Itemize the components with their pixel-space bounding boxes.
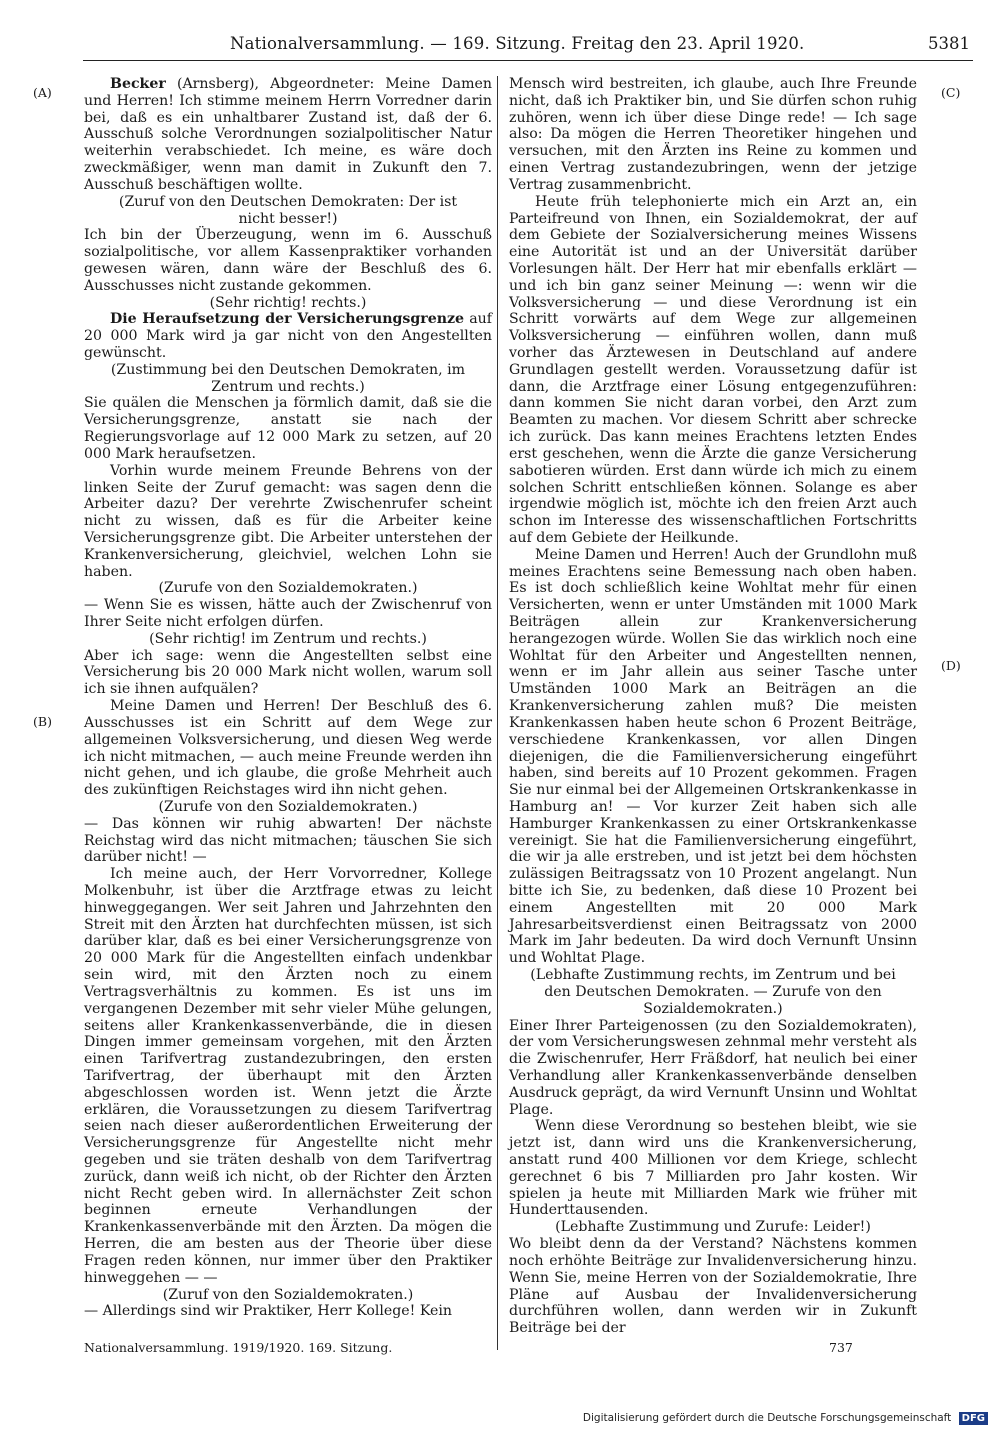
interjection (509, 967, 917, 1017)
paragraph-text: (Zustimmung bei den Deutschen Demokraten, im Zentrum und rechts.) (110, 361, 466, 395)
interjection (84, 362, 492, 396)
paragraph-text: Wo bleibt denn da der Verstand? Nächstens kommen noch erhöhte Beiträge zur Invalidenversicherung hinzu. Wenn Sie, meine Herren von der Sozialdemokratie, Ihre Pläne auf Ausbau der Invalidenversicherung durchführen wollen, dann werden wir in Zukunft Beiträge bei der (509, 1236, 917, 1337)
paragraph-text: — Das können wir ruhig abwarten! Der nächste Reichstag wird das nicht mitmachen; täuschen Sie sich darüber nicht! — (84, 815, 492, 866)
paragraph (84, 816, 492, 866)
interjection (84, 1287, 492, 1304)
dfg-logo: DFG (959, 1412, 988, 1425)
interjection (84, 580, 492, 597)
paragraph-text: Ich bin der Überzeugung, wenn im 6. Ausschuß sozialpolitische, vor allem Kassenpraktiker vorhanden gewesen wären, dann wäre der Beschluß des 6. Ausschusses nicht zustande gekommen. (84, 227, 492, 294)
paragraph (509, 1118, 917, 1219)
interjection (84, 631, 492, 648)
footer-page-number: 737 (829, 1340, 853, 1355)
paragraph-text: Wenn diese Verordnung so bestehen bleibt, wie sie jetzt ist, dann wird uns die Krankenversicherung, anstatt rund 400 Millionen vor dem Kriege, schlecht gerechnet 6 bis 7 Milliarden pro Jahr kosten. Wir spielen ja heute mit Milliarden Mark wie früher mit Hunderttausenden. (509, 1118, 917, 1219)
paragraph (84, 463, 492, 581)
page-number: 5381 (928, 34, 970, 53)
paragraph-text: (Zurufe von den Sozialdemokraten.) (158, 580, 418, 597)
paragraph (509, 1236, 917, 1337)
paragraph-text: (Arnsberg), Abgeordneter: Meine Damen und Herren! Ich stimme meinem Herrn Vorredner darin bei, daß es ein unhaltbarer Zustand ist, daß der 6. Ausschuß solche Verordnungen sozialpolitischer Natur weiterhin verabschiedet. Ich meine, es wäre doch zweckmäßiger, wenn man damit in Zukunft den 7. Ausschuß beschäftigen wollte. (84, 76, 492, 193)
paragraph (84, 648, 492, 698)
paragraph (84, 597, 492, 631)
running-title: Nationalversammlung. — 169. Sitzung. Freitag den 23. April 1920. (230, 34, 805, 53)
header-rule (83, 60, 973, 61)
paragraph-text: Ich meine auch, der Herr Vorvorredner, Kollege Molkenbuhr, ist über die Arztfrage etwas zu leicht hinweggegangen. Wer seit Jahren und Jahrzehnten den Streit mit den Ärzten hat durchfechten müssen, ist sich darüber klar, daß es bei einer Versicherungsgrenze von 20 000 Mark für die Angestellten einfach undenkbar sein wird, mit den Ärzten noch zu einem Vertragsverhältnis zu kommen. Es ist uns im vergangenen Dezember mit sehr vieler Mühe gelungen, seitens aller Krankenkassenverbände, die in diesen Dingen immer gemeinsam vorgehen, mit den Ärzten einen Tarifvertrag zustandezubringen, den ersten Tarifvertrag, der überhaupt mit den Ärzten abgeschlossen worden ist. Wenn jetzt die Ärzte erklären, die Voraussetzungen zu diesem Tarifvertrag seien nach dieser außerordentlichen Erweiterung der Versicherungsgrenze für Angestellte nicht mehr gegeben und sie träten deshalb von dem Tarifvertrag zurück, dann weiß ich nicht, ob der Richter den Ärzten nicht Recht geben wird. In allernächster Zeit schon beginnen erneute Verhandlungen der Krankenkassenverbände mit den Ärzten. Da mögen die Herren, die am besten aus der Theorie über diese Fragen reden können, nur immer über den Praktiker hinweggehen — — (84, 866, 492, 1286)
left-column (84, 76, 492, 1320)
paragraph-text: (Sehr richtig! rechts.) (209, 294, 367, 311)
speaker-name: Becker (110, 76, 166, 92)
paragraph-text: — Wenn Sie es wissen, hätte auch der Zwischenruf von Ihrer Seite nicht erfolgen dürfen. (84, 597, 492, 630)
paragraph-text: Einer Ihrer Parteigenossen (zu den Sozialdemokraten), der vom Versicherungswesen zehnmal mehr versteht als die Zwischenrufer, Herr Fräßdorf, hat neulich bei einer Verhandlung aller Krankenkassenverbände denselben Ausdruck geprägt, da wird Vernunft Unsinn und Wohltat Plage. (509, 1017, 917, 1118)
paragraph (84, 1303, 492, 1320)
paragraph-text: Aber ich sage: wenn die Angestellten selbst eine Versicherung bis 20 000 Mark nicht wollen, warum soll ich sie ihnen aufquälen? (84, 647, 492, 698)
paragraph-text: — Allerdings sind wir Praktiker, Herr Kollege! Kein (84, 1303, 453, 1320)
margin-marker-a: (A) (33, 85, 52, 100)
margin-marker-b: (B) (33, 714, 52, 729)
paragraph-text: (Sehr richtig! im Zentrum und rechts.) (149, 630, 427, 647)
margin-marker-d: (D) (941, 658, 961, 673)
paragraph-text: (Zuruf von den Sozialdemokraten.) (162, 1286, 414, 1303)
paragraph (84, 866, 492, 1286)
paragraph (84, 76, 492, 194)
interjection (84, 799, 492, 816)
paragraph (509, 194, 917, 547)
paragraph-text: Vorhin wurde meinem Freunde Behrens von der linken Seite der Zuruf gemacht: was sagen denn die Arbeiter dazu? Der verehrte Zwischenrufer scheint nicht zu wissen, daß es für die Arbeiter keine Versicherungsgrenze gibt. Die Arbeiter unterstehen der Krankenversicherung, gleichviel, welchen Lohn sie haben. (84, 462, 492, 580)
paragraph-text: Sie quälen die Menschen ja förmlich damit, daß sie die Versicherungsgrenze, anstatt sie nach der Regierungsvorlage auf 12 000 Mark zu setzen, auf 20 000 Mark heraufsetzen. (84, 395, 492, 462)
paragraph (84, 698, 492, 799)
paragraph (509, 1018, 917, 1119)
paragraph-text: auf 20 000 Mark wird ja gar nicht von den Angestellten gewünscht. (84, 311, 492, 361)
paragraph-text: Meine Damen und Herren! Der Beschluß des 6. Ausschusses ist ein Schritt auf dem Wege zur allgemeinen Volksversicherung, und diesen Weg werde ich nicht mitmachen, — auch meine Freunde werden ihn nicht gehen, und ich glaube, die große Mehrheit auch des zukünftigen Reichstages wird ihn nicht gehen. (84, 698, 492, 799)
paragraph-text: (Lebhafte Zustimmung rechts, im Zentrum und bei den Deutschen Demokraten. — Zurufe von den Sozialdemokraten.) (530, 967, 896, 1017)
footer-left: Nationalversammlung. 1919/1920. 169. Sitzung. (84, 1340, 393, 1355)
digitization-credit (583, 1412, 988, 1425)
paragraph-text: Mensch wird bestreiten, ich glaube, auch Ihre Freunde nicht, daß ich Praktiker bin, und Sie dürfen schon ruhig zuhören, wenn ich über diese Dinge rede! — Ich sage also: Da mögen die Herren Theoretiker hingehen und versuchen, mit den Ärzten ins Reine zu kommen und einen Vertrag zustandezubringen, wenn der jetzige Vertrag zusammenbricht. (509, 76, 917, 193)
interjection (509, 1219, 917, 1236)
paragraph (84, 227, 492, 294)
paragraph-text: (Zurufe von den Sozialdemokraten.) (158, 798, 418, 815)
column-separator (497, 76, 498, 1350)
margin-marker-c: (C) (941, 85, 961, 100)
paragraph (84, 311, 492, 361)
page-header (30, 34, 970, 58)
speaker-name: Die Heraufsetzung der Versicherungsgrenze (110, 311, 464, 328)
interjection (84, 295, 492, 312)
paragraph (84, 395, 492, 462)
interjection (84, 194, 492, 228)
right-column (509, 76, 917, 1337)
paragraph-text: (Lebhafte Zustimmung und Zurufe: Leider!) (555, 1219, 871, 1236)
paragraph-text: (Zuruf von den Deutschen Demokraten: Der ist nicht besser!) (118, 193, 458, 227)
paragraph-text: Heute früh telephonierte mich ein Arzt an, ein Parteifreund von Ihnen, ein Sozialdemokrat, der auf dem Gebiete der Sozialversicherung meines Wissens eine Autorität ist und an der Universität darüber Vorlesungen hält. Der Herr hat mir ebenfalls erklärt — und ich bin ganz seiner Meinung —: wenn wir die Volksversicherung — und diese Verordnung ist ein Schritt vorwärts auf dem Wege zur allgemeinen Volksversicherung — einführen wollen, dann muß vorher das Ärztewesen in Deutschland auf andere Grundlagen gestellt werden. Voraussetzung dafür ist dann, die Arztfrage einer Lösung entgegenzuführen: dann kommen Sie nicht daran vorbei, den Arzt zum Beamten zu machen. Vor diesem Schritt aber schrecke ich zurück. Das kann meines Erachtens letzten Endes erst geschehen, wenn die Ärzte die ganze Versicherung sabotieren würden. Erst dann würde ich mich zu einem solchen Schritt entschließen können. Solange es aber irgendwie möglich ist, möchte ich den freien Arzt auch schon im Interesse des wissenschaftlichen Fortschritts auf dem Gebiete der Heilkunde. (509, 193, 917, 546)
paragraph (509, 76, 917, 194)
paragraph (509, 547, 917, 967)
paragraph-text: Meine Damen und Herren! Auch der Grundlohn muß meines Erachtens seine Bemessung nach oben haben. Es ist doch schließlich keine Wohltat mehr für einen Versicherten, wenn er unter Umständen mit 1000 Mark Beiträgen allein zur Krankenversicherung herangezogen würde. Wollen Sie das wirklich noch eine Wohltat für den Arbeiter und Angestellten nennen, wenn er im Jahr allein aus seiner Tasche unter Umständen 1000 Mark an Beiträgen an die Krankenversicherung zahlen muß? Die meisten Krankenkassen haben heute schon 6 Prozent Beiträge, verschiedene Krankenkassen, vor allen Dingen diejenigen, die die Familienversicherung eingeführt haben, sind bereits auf 10 Prozent gekommen. Fragen Sie nur einmal bei der Allgemeinen Ortskrankenkasse in Hamburg an! — Vor kurzer Zeit haben sich alle Hamburger Krankenkassen zu einer Ortskrankenkasse vereinigt. Sie hat die Familienversicherung eingeführt, die wir ja alle erstreben, und ist jetzt bei dem höchsten zulässigen Beitragssatz von 10 Prozent angelangt. Nun bitte ich Sie, zu bedenken, daß diese 10 Prozent bei einem Angestellten mit 20 000 Mark Jahresarbeitsverdienst einen Beitragssatz von 2000 Mark im Jahr bedeuten. Da wird doch Vernunft Unsinn und Wohltat Plage. (509, 546, 917, 967)
digitization-text: Digitalisierung gefördert durch die Deutsche Forschungsgemeinschaft (582, 1412, 952, 1424)
